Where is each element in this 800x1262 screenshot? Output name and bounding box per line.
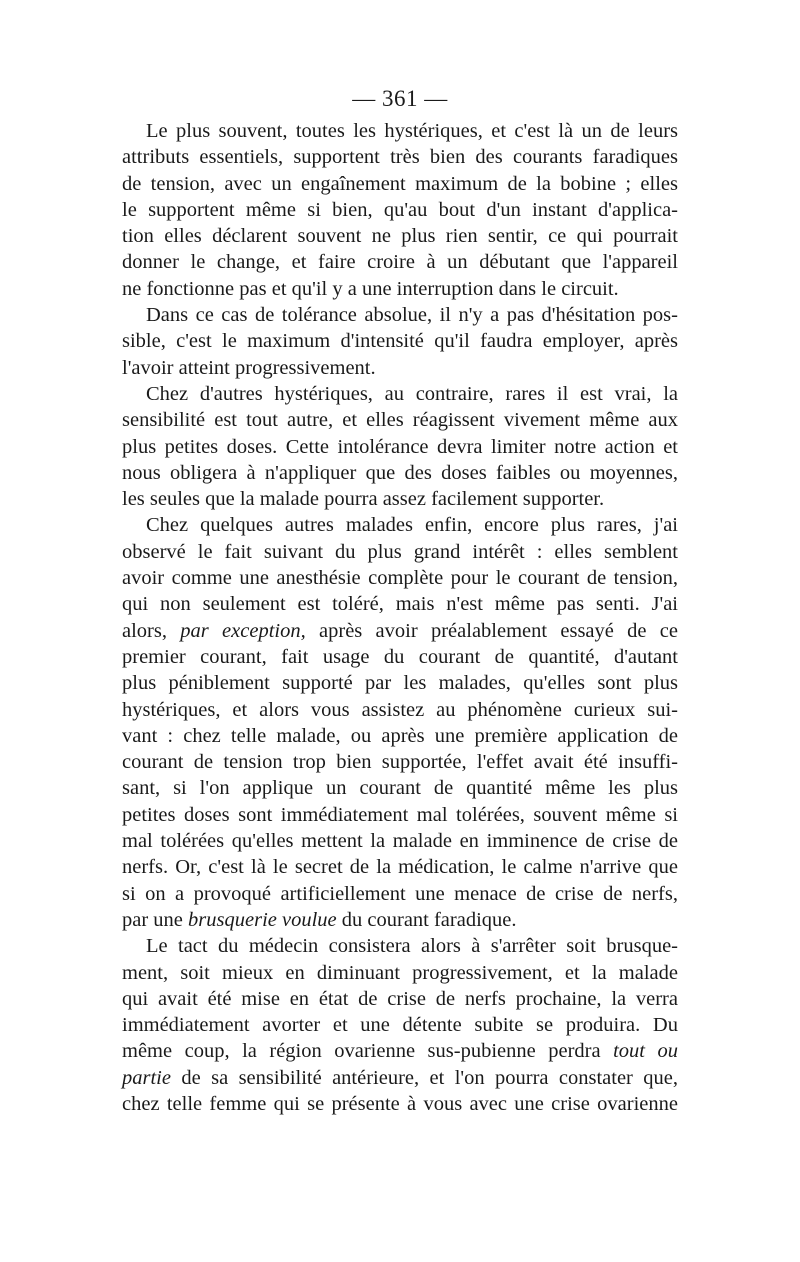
text-line: immédiatement avorter et une détente subite se produira. Du (122, 1014, 678, 1037)
text-line: les seules que la malade pourra assez facilement supporter. (122, 488, 605, 511)
text-line (122, 1065, 678, 1091)
text-line: donner le change, et faire croire à un débutant que l'appareil (122, 251, 678, 274)
text-line: nous obligera à n'appliquer que des doses faibles ou moyennes, (122, 461, 678, 484)
text-segment: après avoir préalablement essayé de ce (319, 619, 679, 642)
text-line: qui non seulement est toléré, mais n'est même pas senti. J'ai (122, 593, 678, 616)
text-line (122, 1038, 678, 1064)
text-line: nerfs. Or, c'est là le secret de la médication, le calme n'arrive que (122, 856, 678, 879)
text-line: avoir comme une anesthésie complète pour le courant de tension, (122, 567, 678, 590)
text-line: ment, soit mieux en diminuant progressivement, et la malade (122, 961, 678, 984)
text-line: sant, si l'on applique un courant de quantité même les plus (122, 777, 678, 800)
text-line: petites doses sont immédiatement mal tolérées, souvent même si (122, 803, 678, 826)
text-line: vant : chez telle malade, ou après une première application de (122, 724, 678, 747)
text-line: si on a provoqué artificiellement une menace de crise de nerfs, (122, 882, 678, 905)
text-segment: de sa sensibilité antérieure, et l'on pourra constater que, (181, 1066, 678, 1089)
italic-phrase: tout ou (613, 1040, 679, 1063)
italic-phrase: brusquerie voulue (188, 908, 337, 931)
text-line: observé le fait suivant du plus grand intérêt : elles semblent (122, 540, 678, 563)
text-line: de tension, avec un engaînement maximum de la bobine ; elles (122, 172, 678, 195)
text-line: Dans ce cas de tolérance absolue, il n'y a pas d'hésitation pos- (146, 304, 678, 327)
text-line: le supportent même si bien, qu'au bout d'un instant d'applica- (122, 198, 678, 221)
text-line: attributs essentiels, supportent très bien des courants faradiques (122, 146, 678, 169)
text-line: hystériques, et alors vous assistez au phénomène curieux sui- (122, 698, 678, 721)
body-text (122, 118, 678, 1117)
text-line: mal tolérées qu'elles mettent la malade en imminence de crise de (122, 830, 678, 853)
text-line: sensibilité est tout autre, et elles réagissent vivement même aux (122, 409, 678, 432)
text-line: l'avoir atteint progressivement. (122, 356, 376, 379)
text-segment: du courant faradique. (341, 908, 517, 931)
text-segment: même coup, la région ovarienne sus-pubienne perdra (122, 1040, 601, 1063)
text-segment: alors, (122, 619, 167, 642)
text-line: ne fonctionne pas et qu'il y a une interruption dans le circuit. (122, 277, 619, 300)
text-line: tion elles déclarent souvent ne plus rien sentir, ce qui pourrait (122, 225, 678, 248)
text-line (122, 907, 678, 933)
page-number: — 361 — (352, 86, 448, 111)
text-line: Le plus souvent, toutes les hystériques, et c'est là un de leurs (146, 120, 678, 142)
text-line: plus péniblement supporté par les malades, qu'elles sont plus (122, 672, 678, 695)
text-line: Chez d'autres hystériques, au contraire, rares il est vrai, la (146, 382, 678, 405)
text-line: chez telle femme qui se présente à vous avec une crise ovarienne (122, 1092, 678, 1115)
text-line: sible, c'est le maximum d'intensité qu'il faudra employer, après (122, 330, 678, 353)
italic-phrase: partie (122, 1066, 171, 1089)
text-line: Le tact du médecin consistera alors à s'arrêter soit brusque- (146, 935, 678, 958)
text-line: plus petites doses. Cette intolérance devra limiter notre action et (122, 435, 678, 458)
italic-phrase: par exception, (180, 619, 306, 642)
text-line: premier courant, fait usage du courant de quantité, d'autant (122, 645, 678, 668)
text-line: courant de tension trop bien supportée, l'effet avait été insuffi- (122, 751, 678, 774)
text-line (122, 618, 678, 644)
text-line: qui avait été mise en état de crise de nerfs prochaine, la verra (122, 987, 678, 1010)
text-line: Chez quelques autres malades enfin, encore plus rares, j'ai (146, 514, 678, 537)
text-segment: par une (122, 908, 183, 931)
